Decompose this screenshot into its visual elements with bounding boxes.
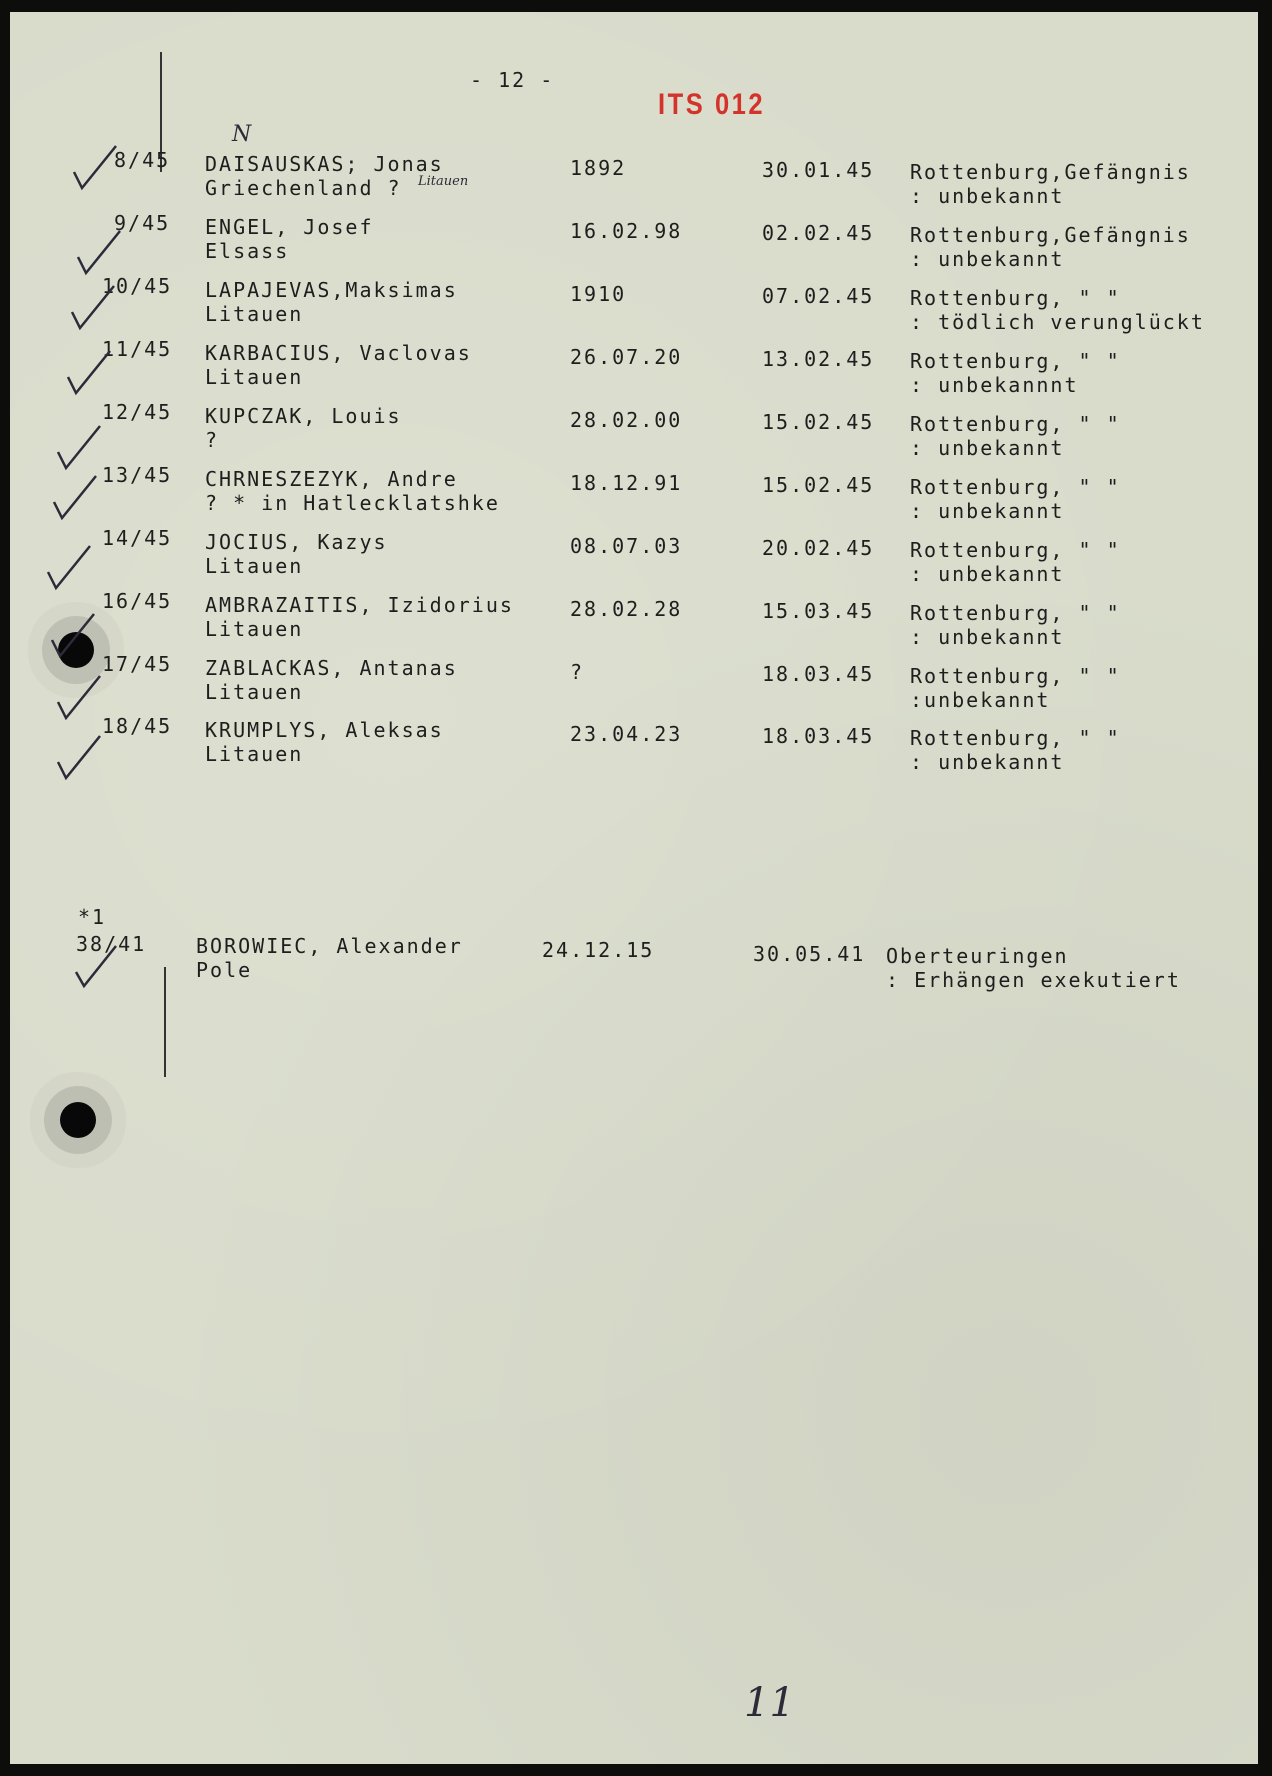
checkmark-icon bbox=[44, 542, 96, 594]
punch-hole-bottom bbox=[60, 1102, 96, 1138]
entry-death-date: 18.03.45 bbox=[762, 724, 875, 748]
entry-nationality: Elsass bbox=[205, 239, 290, 263]
entry-birth-date: 18.12.91 bbox=[570, 471, 683, 495]
entry-nationality: Litauen bbox=[205, 617, 304, 641]
entry-cause: : tödlich verunglückt bbox=[910, 310, 1205, 334]
entry-death-date: 30.05.41 bbox=[753, 942, 866, 966]
entry-place: Oberteuringen bbox=[886, 944, 1069, 968]
entry-cause: : unbekannt bbox=[910, 562, 1065, 586]
entry-cause: : unbekannt bbox=[910, 750, 1065, 774]
handwritten-page-number: 11 bbox=[744, 1680, 795, 1726]
entry-cause: : Erhängen exekutiert bbox=[886, 968, 1181, 992]
entry-cause: : unbekannt bbox=[910, 499, 1065, 523]
entry-place: Rottenburg,Gefängnis bbox=[910, 160, 1191, 184]
entry-name: BOROWIEC, Alexander bbox=[196, 934, 463, 958]
entry-name: ZABLACKAS, Antanas bbox=[205, 656, 458, 680]
entry-birth-date: 26.07.20 bbox=[570, 345, 683, 369]
entry-birth-date: ? bbox=[570, 660, 585, 684]
entry-number: 14/45 bbox=[102, 526, 173, 550]
checkmark-icon bbox=[68, 282, 120, 334]
entry-nationality: Litauen bbox=[205, 365, 304, 389]
entry-nationality: Pole bbox=[196, 958, 253, 982]
entry-place: Rottenburg, " " bbox=[910, 664, 1121, 688]
entry-cause: : unbekannt bbox=[910, 247, 1065, 271]
checkmark-icon bbox=[74, 227, 126, 279]
entry-place: Rottenburg, " " bbox=[910, 349, 1121, 373]
checkmark-icon bbox=[54, 422, 106, 474]
entry-death-date: 15.02.45 bbox=[762, 410, 875, 434]
entry-name: JOCIUS, Kazys bbox=[205, 530, 388, 554]
entry-name: KUPCZAK, Louis bbox=[205, 404, 402, 428]
entry-number: 18/45 bbox=[102, 714, 173, 738]
entry-number: 10/45 bbox=[102, 274, 173, 298]
entry-name: LAPAJEVAS,Maksimas bbox=[205, 278, 458, 302]
checkmark-icon bbox=[50, 472, 102, 524]
entry-number: 13/45 bbox=[102, 463, 173, 487]
entry-birth-date: 1892 bbox=[570, 156, 627, 180]
handwritten-correction: N bbox=[232, 122, 252, 147]
entry-birth-date: 08.07.03 bbox=[570, 534, 683, 558]
entry-place: Rottenburg, " " bbox=[910, 726, 1121, 750]
entry-cause: : unbekannt bbox=[910, 436, 1065, 460]
entry-death-date: 18.03.45 bbox=[762, 662, 875, 686]
entry-name: DAISAUSKAS; Jonas bbox=[205, 152, 444, 176]
checkmark-icon bbox=[54, 672, 106, 724]
checkmark-icon bbox=[64, 347, 116, 399]
entry-death-date: 15.02.45 bbox=[762, 473, 875, 497]
entry-death-date: 07.02.45 bbox=[762, 284, 875, 308]
handwritten-note: Litauen bbox=[418, 174, 469, 189]
its-stamp: ITS 012 bbox=[658, 88, 766, 121]
entry-cause: : unbekannnt bbox=[910, 373, 1079, 397]
entry-place: Rottenburg, " " bbox=[910, 601, 1121, 625]
entry-number: 16/45 bbox=[102, 589, 173, 613]
entry-number: 8/45 bbox=[114, 148, 171, 172]
entry-birth-date: 24.12.15 bbox=[542, 938, 655, 962]
entry-birth-date: 16.02.98 bbox=[570, 219, 683, 243]
entry-death-date: 02.02.45 bbox=[762, 221, 875, 245]
entry-place: Rottenburg, " " bbox=[910, 412, 1121, 436]
entry-number: 17/45 bbox=[102, 652, 173, 676]
entry-place: Rottenburg, " " bbox=[910, 475, 1121, 499]
entry-number: 9/45 bbox=[114, 211, 171, 235]
entry-cause: : unbekannt bbox=[910, 184, 1065, 208]
entry-birth-date: 28.02.28 bbox=[570, 597, 683, 621]
entry-birth-date: 28.02.00 bbox=[570, 408, 683, 432]
entry-nationality: Griechenland ? bbox=[205, 176, 402, 200]
entry-cause: : unbekannt bbox=[910, 625, 1065, 649]
entry-number: 38/41 bbox=[76, 932, 147, 956]
checkmark-icon bbox=[48, 610, 100, 662]
margin-rule-lower bbox=[164, 967, 166, 1077]
entry-place: Rottenburg, " " bbox=[910, 538, 1121, 562]
entry-number: 11/45 bbox=[102, 337, 173, 361]
entry-name: KRUMPLYS, Aleksas bbox=[205, 718, 444, 742]
entry-name: ENGEL, Josef bbox=[205, 215, 374, 239]
checkmark-icon bbox=[70, 142, 122, 194]
entry-birth-date: 23.04.23 bbox=[570, 722, 683, 746]
checkmark-icon bbox=[54, 732, 106, 784]
entry-birth-date: 1910 bbox=[570, 282, 627, 306]
entry-death-date: 30.01.45 bbox=[762, 158, 875, 182]
entry-place: Rottenburg, " " bbox=[910, 286, 1121, 310]
page-number: - 12 - bbox=[470, 68, 555, 92]
entry-nationality: ? * in Hatlecklatshke bbox=[205, 491, 500, 515]
entry-name: KARBACIUS, Vaclovas bbox=[205, 341, 472, 365]
checkmark-icon bbox=[72, 942, 122, 992]
entry-cause: :unbekannt bbox=[910, 688, 1051, 712]
entry-place: Rottenburg,Gefängnis bbox=[910, 223, 1191, 247]
entry-name: AMBRAZAITIS, Izidorius bbox=[205, 593, 514, 617]
entry-death-date: 15.03.45 bbox=[762, 599, 875, 623]
entry-nationality: Litauen bbox=[205, 302, 304, 326]
entry-death-date: 20.02.45 bbox=[762, 536, 875, 560]
entry-death-date: 13.02.45 bbox=[762, 347, 875, 371]
entry-number: 12/45 bbox=[102, 400, 173, 424]
entry-nationality: Litauen bbox=[205, 680, 304, 704]
document-page bbox=[10, 12, 1258, 1764]
entry-nationality: Litauen bbox=[205, 554, 304, 578]
footnote-marker: *1 bbox=[78, 905, 107, 929]
entry-nationality: ? bbox=[205, 428, 220, 452]
entry-nationality: Litauen bbox=[205, 742, 304, 766]
entry-name: CHRNESZEZYK, Andre bbox=[205, 467, 458, 491]
